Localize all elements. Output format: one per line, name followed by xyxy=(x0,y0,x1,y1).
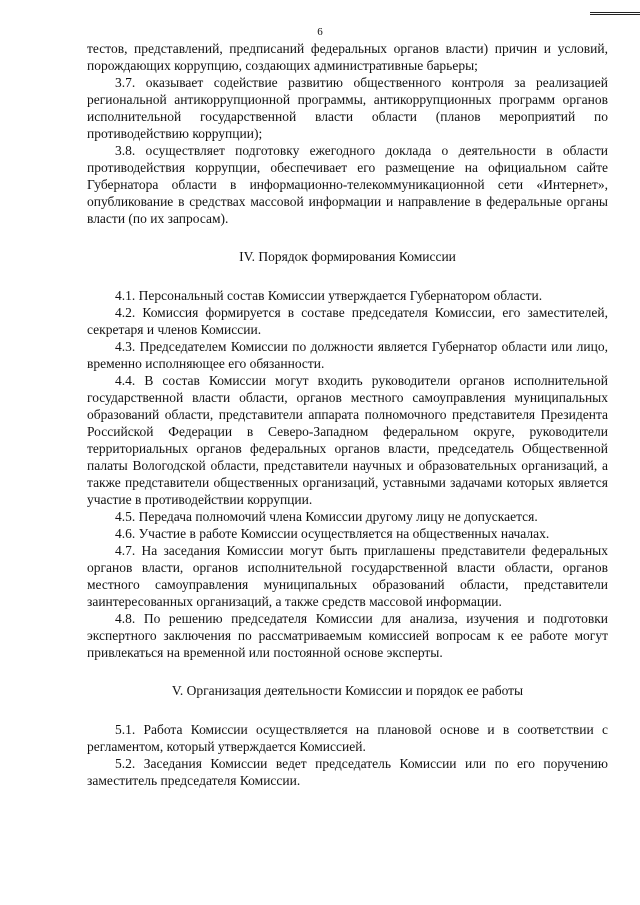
paragraph-continuation: тестов, представлений, предписаний федеральных органов власти) причин и условий, порождающих коррупцию, создающих административные барьеры; xyxy=(87,41,608,73)
section-heading-4: IV. Порядок формирования Комиссии xyxy=(239,249,456,264)
paragraph-4-7: 4.7. На заседания Комиссии могут быть приглашены представители федеральных органов власти, органов исполнительной государственной власти области, органов местного самоуправления муниципальных образований области, представители заинтересованных организаций, а также средств массовой информации. xyxy=(87,543,608,609)
paragraph-4-2: 4.2. Комиссия формируется в составе председателя Комиссии, его заместителей, секретаря и членов Комиссии. xyxy=(87,305,608,337)
paragraph-4-1: 4.1. Персональный состав Комиссии утверждается Губернатором области. xyxy=(115,288,543,303)
scan-corner-mark xyxy=(590,0,640,15)
paragraph-4-8: 4.8. По решению председателя Комиссии для анализа, изучения и подготовки экспертного заключения по рассматриваемым комиссией вопросам к ее работе могут привлекаться на временной или постоянной основе эксперты. xyxy=(87,611,608,660)
paragraph-3-7: 3.7. оказывает содействие развитию общественного контроля за реализацией региональной антикоррупционной программы, антикоррупционных программ органов исполнительной государственной власти области (планов мероприятий по противодействию коррупции); xyxy=(87,75,608,141)
paragraph-3-8: 3.8. осуществляет подготовку ежегодного доклада о деятельности в области противодействия коррупции, обеспечивает его размещение на официальном сайте Губернатора области в информационно-телекоммуникационной сети «Интернет», опубликование в средствах массовой информации и направление в федеральные органы власти (по их запросам). xyxy=(87,143,608,226)
paragraph-4-6: 4.6. Участие в работе Комиссии осуществляется на общественных началах. xyxy=(115,526,550,541)
paragraph-4-3: 4.3. Председателем Комиссии по должности является Губернатор области или лицо, временно исполняющее его обязанности. xyxy=(87,339,608,371)
paragraph-5-1: 5.1. Работа Комиссии осуществляется на плановой основе и в соответствии с регламентом, который утверждается Комиссией. xyxy=(87,722,608,754)
document-body xyxy=(87,40,608,789)
paragraph-4-5: 4.5. Передача полномочий члена Комиссии другому лицу не допускается. xyxy=(115,509,538,524)
paragraph-5-2: 5.2. Заседания Комиссии ведет председатель Комиссии или по его поручению заместитель председателя Комиссии. xyxy=(87,756,608,788)
page-number: 6 xyxy=(317,26,323,38)
paragraph-4-4: 4.4. В состав Комиссии могут входить руководители органов исполнительной государственной власти области, органов местного самоуправления муниципальных образований области, представители аппарата полномочного представителя Президента Российской Федерации в Северо-Западном федеральном округе, руководители территориальных органов федеральных органов власти, председатель Общественной палаты Вологодской области, представители научных и образовательных организаций, а также представители общественных организаций, уставными задачами которых является участие в противодействии коррупции. xyxy=(87,373,608,507)
section-heading-5: V. Организация деятельности Комиссии и порядок ее работы xyxy=(171,683,524,698)
